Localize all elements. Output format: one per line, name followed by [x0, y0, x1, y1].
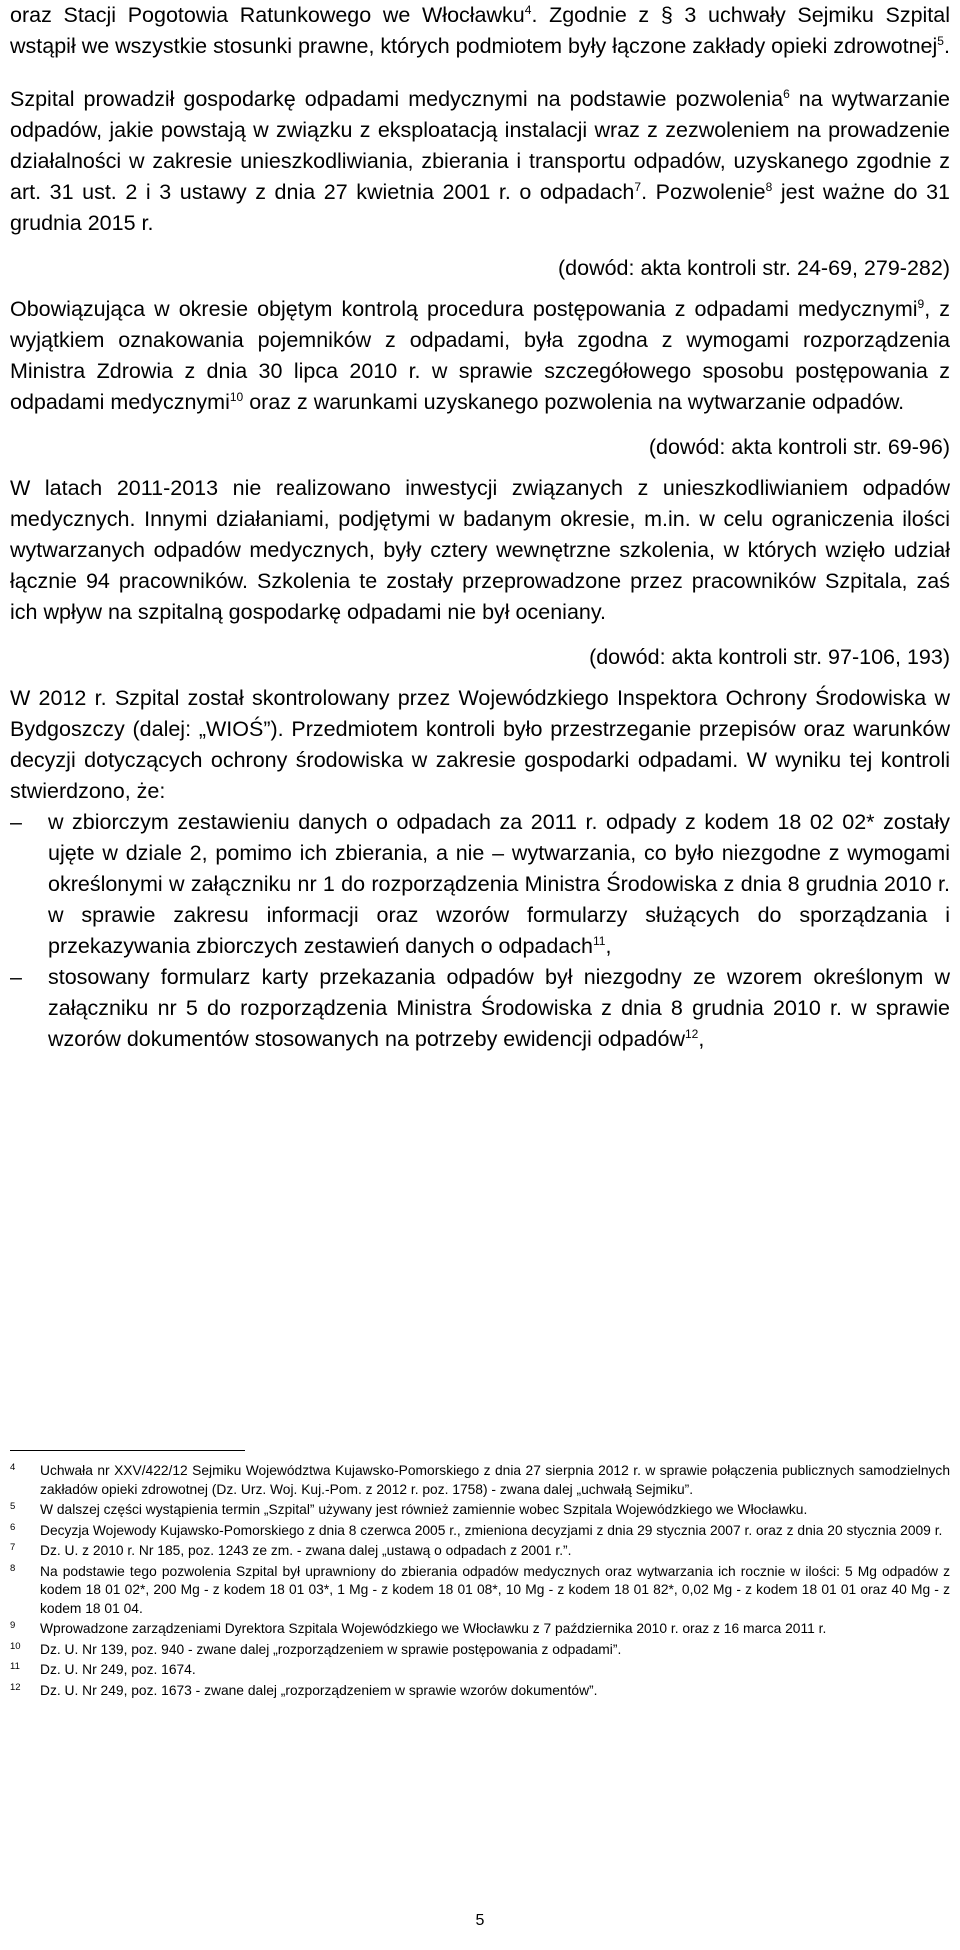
footnote-number: 5 [10, 1501, 16, 1512]
footnote-text: Na podstawie tego pozwolenia Szpital był uprawniony do zbierania odpadów medycznych oraz wytwarzania ich rocznie w ilości: 5 Mg odpadów z kodem 18 01 02*, 200 Mg - z kodem 18 01 03*, 1 Mg - z kodem 18 01 08*, 10 Mg - z kodem 18 01 82*, 0,02 Mg - z kodem 18 01 01 oraz 40 Mg - z kodem 18 01 04. [40, 1563, 950, 1616]
footnote-text: Dz. U. Nr 249, poz. 1674. [40, 1662, 196, 1677]
footnote-number: 10 [10, 1640, 21, 1652]
footnote-ref-8[interactable]: 8 [765, 180, 773, 194]
footnote [10, 1641, 950, 1660]
intro-text-c: . [943, 34, 950, 58]
para1-text-d: jest ważne do 31 grudnia 2015 r. [10, 180, 950, 235]
evidence-reference-2: (dowód: akta kontroli str. 69-96) [648, 435, 950, 459]
footnote [10, 1563, 950, 1619]
investments-paragraph: W latach 2011-2013 nie realizowano inwestycji związanych z unieszkodliwianiem odpadów medycznych. Innymi działaniami, podjętymi w badanym okresie, m.in. w celu ograniczenia ilości wytwarzanych odpadów medycznych, były cztery wewnętrzne szkolenia, w których wzięło udział łącznie 94 pracowników. Szkolenia te zostały przeprowadzone przez pracowników Szpitala, zaś ich wpływ na szpitalną gospodarkę odpadami nie był oceniany. [10, 476, 950, 624]
list-item [10, 807, 950, 962]
list-item-text: w zbiorczym zestawieniu danych o odpadach za 2011 r. odpady z kodem 18 02 02* zostały ujęte w dziale 2, pomimo ich zbierania, a nie – wytwarzania, co było niezgodne z wymogami określonymi w załączniku nr 1 do rozporządzenia Ministra Środowiska z dnia 8 grudnia 2010 r. w sprawie zakresu informacji oraz wzorów formularzy służących do sporządzania i przekazywania zbiorczych zestawień danych o odpadach [48, 810, 950, 958]
list-item [10, 962, 950, 1055]
footnote-text: Dz. U. z 2010 r. Nr 185, poz. 1243 ze zm. - zwana dalej „ustawą o odpadach z 2001 r.”. [40, 1543, 572, 1558]
footnote-ref-6[interactable]: 6 [783, 87, 790, 101]
footnote-ref-10[interactable]: 10 [229, 390, 244, 404]
footnote [10, 1501, 950, 1520]
footnote-ref-12[interactable]: 12 [685, 1027, 699, 1041]
footnote-ref-5[interactable]: 5 [937, 34, 944, 48]
para1-text-a: Szpital prowadził gospodarkę odpadami medycznymi na podstawie pozwolenia [10, 87, 784, 111]
footnote-number: 7 [10, 1542, 16, 1553]
intro-text-a: oraz Stacji Pogotowia Ratunkowego we Włocławku [10, 3, 525, 27]
footnote-text: W dalszej części wystąpienia termin „Szpital” używany jest również zamiennie wobec Szpitala Wojewódzkiego we Włocławku. [40, 1502, 808, 1517]
list-item-tail: , [698, 1027, 705, 1051]
footnote-ref-7[interactable]: 7 [634, 180, 642, 194]
footnote-text: Uchwała nr XXV/422/12 Sejmiku Województwa Kujawsko-Pomorskiego z dnia 27 sierpnia 2012 r. w sprawie połączenia publicznych samodzielnych zakładów opieki zdrowotnej (Dz. Urz. Woj. Kuj.-Pom. z 2012 r. poz. 1758) - zwana dalej „uchwałą Sejmiku”. [40, 1463, 950, 1497]
footnote-number: 11 [10, 1661, 20, 1672]
footnote-text: Decyzja Wojewody Kujawsko-Pomorskiego z dnia 8 czerwca 2005 r., zmieniona decyzjami z dnia 29 stycznia 2007 r. oraz z dnia 20 stycznia 2009 r. [40, 1522, 943, 1538]
intro-paragraph [10, 0, 950, 62]
footnote-number: 4 [10, 1462, 16, 1473]
evidence-reference-1: (dowód: akta kontroli str. 24-69, 279-282) [558, 256, 950, 280]
footnote-ref-11[interactable]: 11 [592, 934, 606, 948]
evidence-reference-3: (dowód: akta kontroli str. 97-106, 193) [589, 645, 950, 669]
footnote [10, 1682, 950, 1701]
footnote-text: Dz. U. Nr 139, poz. 940 - zwane dalej „rozporządzeniem w sprawie postępowania z odpadami”. [40, 1641, 622, 1657]
page-number: 5 [475, 1912, 485, 1929]
footnote-separator [10, 1450, 245, 1451]
para1-text-c: . Pozwolenie [641, 180, 766, 204]
para2-text-a: Obowiązująca w okresie objętym kontrolą procedura postępowania z odpadami medycznymi [10, 297, 918, 321]
procedure-paragraph [10, 294, 950, 418]
footnote [10, 1462, 950, 1499]
list-item-text: stosowany formularz karty przekazania odpadów był niezgodny ze wzorem określonym w załączniku nr 5 do rozporządzenia Ministra Środowiska z dnia 8 grudnia 2010 r. w sprawie wzorów dokumentów stosowanych na potrzeby ewidencji odpadów [48, 965, 950, 1051]
footnote-number: 8 [10, 1562, 16, 1574]
footnotes-section [10, 1462, 950, 1702]
list-item-tail: , [605, 934, 612, 958]
waste-permit-paragraph [10, 84, 950, 239]
main-text [10, 0, 950, 1055]
footnote-text: Wprowadzone zarządzeniami Dyrektora Szpitala Wojewódzkiego we Włocławku z 7 października 2010 r. oraz z 16 marca 2011 r. [40, 1621, 827, 1636]
para2-text-b: , z wyjątkiem oznakowania pojemników z odpadami, była zgodna z wymogami rozporządzenia Ministra Zdrowia z dnia 30 lipca 2010 r. w sprawie szczegółowego sposobu postępowania z odpadami medycznymi [10, 297, 950, 414]
footnote-ref-4[interactable]: 4 [524, 3, 532, 17]
footnote-number: 12 [10, 1681, 21, 1693]
dash-bullet: – [10, 965, 22, 989]
footnote-number: 6 [10, 1521, 16, 1533]
footnote-ref-9[interactable]: 9 [917, 297, 925, 311]
footnote [10, 1522, 950, 1541]
footnote [10, 1661, 950, 1680]
footnote [10, 1542, 950, 1561]
findings-list [10, 807, 950, 1055]
dash-bullet: – [10, 810, 22, 834]
footnote [10, 1620, 950, 1639]
inspection-paragraph: W 2012 r. Szpital został skontrolowany przez Wojewódzkiego Inspektora Ochrony Środowiska w Bydgoszczy (dalej: „WIOŚ”). Przedmiotem kontroli było przestrzeganie przepisów oraz warunków decyzji dotyczących ochrony środowiska w zakresie gospodarki odpadami. W wyniku tej kontroli stwierdzono, że: [10, 686, 950, 803]
footnote-number: 9 [10, 1620, 16, 1631]
footnote-text: Dz. U. Nr 249, poz. 1673 - zwane dalej „rozporządzeniem w sprawie wzorów dokumentów”. [40, 1682, 598, 1698]
para1-text-b: na wytwarzanie odpadów, jakie powstają w związku z eksploatacją instalacji wraz z zezwoleniem na prowadzenie działalności w zakresie unieszkodliwiania, zbierania i transportu odpadów, uzyskanego zgodnie z art. 31 ust. 2 i 3 ustawy z dnia 27 kwietnia 2001 r. o odpadach [10, 87, 950, 204]
intro-text-b: . Zgodnie z § 3 uchwały Sejmiku Szpital wstąpił we wszystkie stosunki prawne, których podmiotem były łączone zakłady opieki zdrowotnej [10, 3, 951, 58]
para2-text-c: oraz z warunkami uzyskanego pozwolenia na wytwarzanie odpadów. [243, 390, 905, 414]
